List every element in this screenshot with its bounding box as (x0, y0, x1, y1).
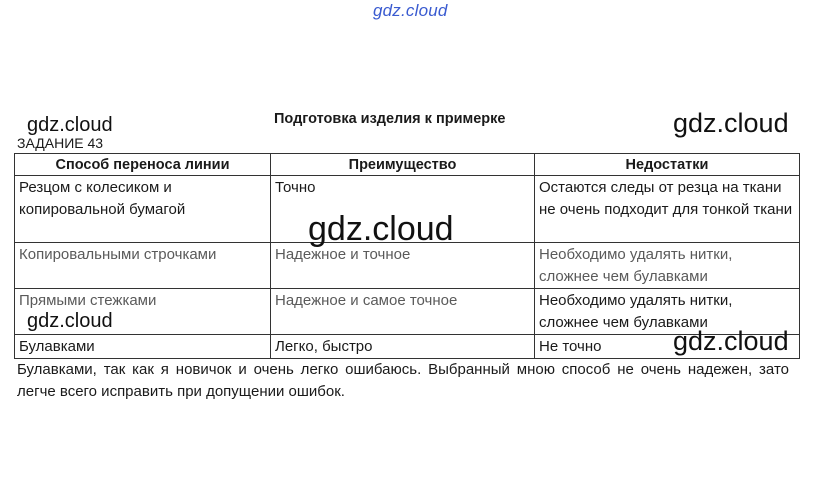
table-cell: Прямыми стежками (15, 289, 271, 335)
table-cell: Булавками (15, 335, 271, 359)
summary-paragraph: Булавками, так как я новичок и очень легко ошибаюсь. Выбранный мною способ не очень надежен, зато легче всего исправить при допущении ошибок. (17, 361, 789, 400)
watermark-left-upper: gdz.cloud (27, 114, 113, 136)
table-cell: Необходимо удалять нитки, сложнее чем булавками (535, 243, 800, 289)
table-cell: Необходимо удалять нитки, сложнее чем булавками (535, 289, 800, 335)
watermark-right-upper: gdz.cloud (673, 108, 789, 138)
watermark-right-lower: gdz.cloud (673, 326, 789, 356)
column-header-advantage: Преимущество (271, 154, 535, 176)
watermark-center: gdz.cloud (308, 210, 454, 248)
table-cell: Надежное и точное (271, 243, 535, 289)
table-cell: Остаются следы от резца на ткани не очень подходит для тонкой ткани (535, 176, 800, 243)
table-row (15, 243, 800, 289)
top-watermark: gdz.cloud (373, 1, 448, 20)
table-cell: Не точно (535, 335, 800, 359)
table-cell: Точно (271, 176, 535, 243)
table-cell: Копировальными строчками (15, 243, 271, 289)
table-cell: Легко, быстро (271, 335, 535, 359)
table-cell: Надежное и самое точное (271, 289, 535, 335)
column-header-method: Способ переноса линии (15, 154, 271, 176)
table-header-row (15, 154, 800, 176)
task-label: ЗАДАНИЕ 43 (17, 135, 104, 151)
table-cell: Резцом с колесиком и копировальной бумагой (15, 176, 271, 243)
watermark-left-lower: gdz.cloud (27, 310, 113, 332)
page-title: Подготовка изделия к примерке (274, 111, 506, 127)
column-header-drawbacks: Недостатки (535, 154, 800, 176)
